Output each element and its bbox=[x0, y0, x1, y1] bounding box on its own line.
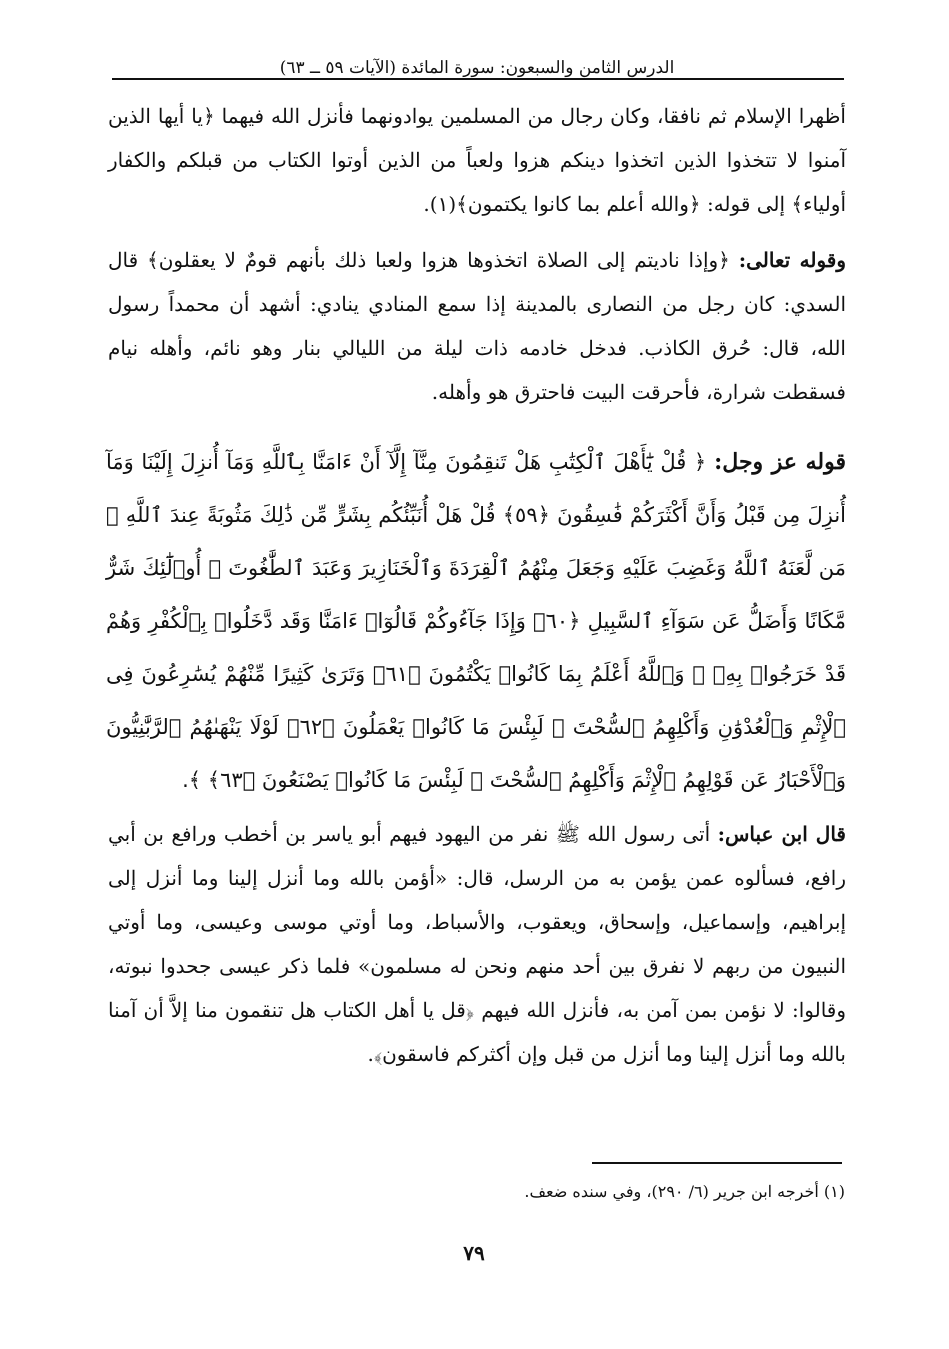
header-divider bbox=[112, 78, 844, 80]
verse-text: ﴿ قُلْ يَٰٓأَهْلَ ٱلْكِتَٰبِ هَلْ تَنقِمُونَ مِنَّآ إِلَّآ أَنْ ءَامَنَّا بِٱللَّهِ وَمَآ أُنزِلَ إِلَيْنَا وَمَآ أُنزِلَ مِن قَبْلُ وَأَنَّ أَكْثَرَكُمْ فَٰسِقُونَ ﴿٥٩﴾ قُلْ هَلْ أُنَبِّئُكُم بِشَرٍّ مِّن ذَٰلِكَ مَثُوبَةً عِندَ ٱللَّهِ ۚ مَن لَّعَنَهُ ٱللَّهُ وَغَضِبَ عَلَيْهِ وَجَعَلَ مِنْهُمُ ٱلْقِرَدَةَ وَٱلْخَنَازِيرَ وَعَبَدَ ٱلطَّٰغُوتَ ۚ أُو۟لَٰٓئِكَ شَرٌّ مَّكَانًا وَأَضَلُّ عَن سَوَآءِ ٱلسَّبِيلِ ﴿٦٠﴾ وَإِذَا جَآءُوكُمْ قَالُوٓا۟ ءَامَنَّا وَقَد دَّخَلُوا۟ بِٱلْكُفْرِ وَهُمْ قَدْ خَرَجُوا۟ بِهِۦ ۚ وَٱللَّهُ أَعْلَمُ بِمَا كَانُوا۟ يَكْتُمُونَ ﴿٦١﴾ وَتَرَىٰ كَثِيرًا مِّنْهُمْ يُسَٰرِعُونَ فِى ٱلْإِثْمِ وَٱلْعُدْوَٰنِ وَأَكْلِهِمُ ٱلسُّحْتَ ۚ لَبِئْسَ مَا كَانُوا۟ يَعْمَلُونَ ﴿٦٢﴾ لَوْلَا يَنْهَىٰهُمُ ٱلرَّبَّٰنِيُّونَ وَٱلْأَحْبَارُ عَن قَوْلِهِمُ ٱلْإِثْمَ وَأَكْلِهِمُ ٱلسُّحْتَ ۚ لَبِئْسَ مَا كَانُوا۟ يَصْنَعُونَ ﴿٦٣﴾ ﴾. bbox=[106, 450, 847, 792]
paragraph-2-text: ﴿وإذا ناديتم إلى الصلاة اتخذوها هزوا ولعبا ذلك بأنهم قومٌ لا يعقلون﴾ قال السدي: كان رجل من النصارى بالمدينة إذا سمع المنادي ينادي: أشهد أن محمداً رسول الله، قال: حُرق الكاذب. فدخل خادمه ذات ليلة من الليالي بنار وهو نائم، وأهله نيام فسقطت شرارة، فأحرقت البيت فاحترق هو وأهله. bbox=[108, 248, 847, 404]
paragraph-1: أظهرا الإسلام ثم نافقا، وكان رجال من المسلمين يوادونهما فأنزل الله فيهما ﴿يا أيها الذين آمنوا لا تتخذوا الذين اتخذوا دينكم هزوا ولعباً من الذين أوتوا الكتاب من قبلكم والكفار أولياء﴾ إلى قوله: ﴿والله أعلم بما كانوا يكتمون﴾(١). bbox=[108, 104, 846, 216]
paragraph-3-text: أتى رسول الله ﷺ نفر من اليهود فيهم أبو ياسر بن أخطب ورافع بن أبي رافع، فسألوه عمن يؤمن به من الرسل، قال: «أؤمن بالله وما أنزل إلينا وما أنزل إلى إبراهيم، وإسماعيل، وإسحاق، ويعقوب، والأسباط، وما أوتي موسى وعيسى، وما أوتي النبيون من ربهم لا نفرق بين أحد منهم ونحن له مسلمون» فلما ذكر عيسى جحدوا نبوته، وقالوا: لا نؤمن بمن آمن به، فأنزل الله فيهم ﴿قل يا أهل الكتاب هل تنقمون منا إلاَّ أن آمنا بالله وما أنزل إلينا وما أنزل من قبل وإن أكثركم فاسقون﴾. bbox=[108, 822, 846, 1066]
paragraph-3 bbox=[108, 812, 846, 1076]
verse-intro: قوله عز وجل: bbox=[714, 449, 846, 475]
footnote bbox=[300, 1178, 845, 1206]
paragraph-2-lead: وقوله تعالى: bbox=[738, 248, 847, 272]
quran-verses-block bbox=[106, 436, 846, 807]
footnote-marker: (١) bbox=[823, 1182, 845, 1201]
running-header: الدرس الثامن والسبعون: سورة المائدة (الآيات ٥٩ ــ ٦٣) bbox=[279, 58, 675, 78]
paragraph-2 bbox=[108, 238, 846, 414]
paragraph-3-lead: قال ابن عباس: bbox=[717, 822, 846, 846]
page-number: ٧٩ bbox=[463, 1241, 485, 1265]
footnote-text: أخرجه ابن جرير (٦/ ٢٩٠)، وفي سنده ضعف. bbox=[524, 1182, 819, 1201]
footnote-divider bbox=[592, 1162, 842, 1164]
